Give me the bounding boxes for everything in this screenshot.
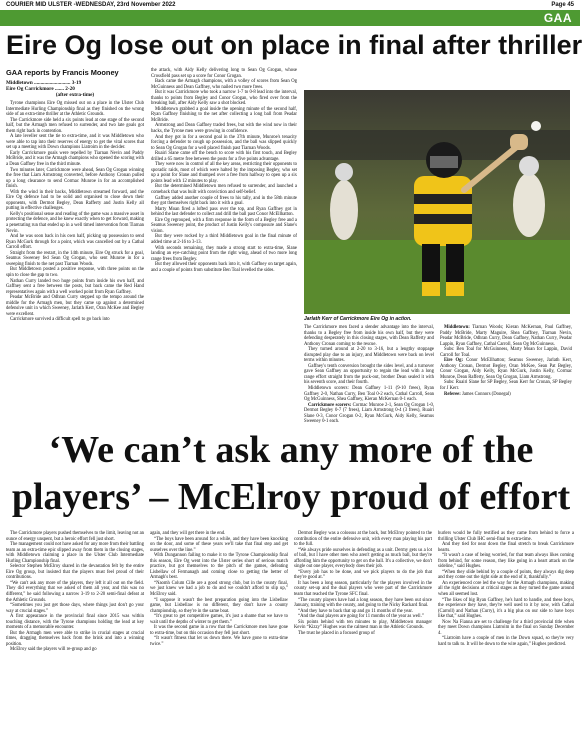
report-paragraph: Ruairi Slane came off the bench to score with his first touch, and Begley drilled a 65 metre free between the posts for a five points advantage. xyxy=(151,151,297,162)
score-line-2: Eire Og Carrickmore ....... 2-20 xyxy=(6,86,75,92)
report-paragraph: Early Carrickmore goals were repelled by Tiarnan Nevin and Paddy McBride, and it was the Armagh champions who opened the scoring with a Dean Gaffney free in the third minute. xyxy=(6,150,144,168)
feature-column-1 xyxy=(6,531,144,733)
report-paragraph: Middletown grabbed a goal inside the opening minute of the second half, Ryan Gaffney finishing to the net after collecting a long ball from Peadar McBride. xyxy=(151,106,297,123)
report-column-4 xyxy=(440,325,572,420)
subs-text: Subs: Ben Toal for McGuinness, Marty Moan for Lappin, David Carroll for Toal. xyxy=(440,347,572,358)
report-paragraph: Eire Og regrouped, with a firm response in the form of a Begley free and a Seamus Sweeney point, the product of Justin Kelly's composure and Slane's vision. xyxy=(151,217,297,234)
report-paragraph: the attack, with Aidy Kelly delivering long to Sean Og Grogan, whose Crossfield pass set up a score for Conor Grogan. xyxy=(151,68,297,79)
report-paragraph: But the determined Middletown men refused to surrender, and launched a comeback that was built with conviction and self-belief. xyxy=(151,184,297,196)
report-column-2 xyxy=(151,68,297,420)
subs-text: Subs: Ruairi Slane for SP Begley, Sean Kerr for Cronan, SP Begley for J Kerr. xyxy=(440,380,572,392)
feature-paragraph: “The boys have been around for a while, and they have been knocking on the door, and some of these years we'll take that final step and get ourselves over the line.” xyxy=(150,536,288,553)
report-paragraph: The Carrickmore men faced a slender advantage into the interval, thanks to a Begley free from inside his own half, but they were defending desperately in this closing stages, with Dean Rafferty and Anthony Cronan coming to the rescue. xyxy=(304,325,434,347)
feature-paragraph: “It's great to get competitive games, it's just a shame that we have to wait until the depths of winter to get them.” xyxy=(150,614,288,625)
section-label: GAA xyxy=(543,11,572,25)
report-paragraph: They turned around at 2-20 to 3-16, but a lengthy stoppage disrupted play due to an injury, and Middletown were back on level terms within minutes. xyxy=(304,347,434,364)
feature-paragraph: “It wasn't fitness that let us down there. We have gone to extra-time twice.” xyxy=(150,636,288,647)
byline: GAA reports by Francis Mooney xyxy=(6,68,119,77)
feature-paragraph: The Carrickmore players pushed themselves to the limit, leaving not an ounce of energy unspent, but a heroic effort fell just short. xyxy=(6,531,144,542)
report-paragraph: And he was soon back in his own half, picking up possession to send Ryan McGurk through for a point, which was cancelled out by a Cathal Carroll effort. xyxy=(6,234,144,251)
team-label-middletown: Middletown: xyxy=(444,325,470,330)
score-line-3: (after extra-time) xyxy=(55,92,95,98)
feature-paragraph: A first appearance in the provincial final since 2015 was within touching distance, with the Tyrone champions holding the lead at key moments of a memorable encounter. xyxy=(6,614,144,631)
feature-paragraph: “And the dual players are going for 11 months of the year as well.” xyxy=(298,614,424,620)
report-paragraph: Gaffney added another couple of frees to his tally, and in the 58th minute they got themselves right back into it with a goal. xyxy=(151,195,297,207)
feature-paragraph: “I suppose it wasn't the best preparation going into the Lisbellaw game, but Lisbellaw is no different, they don't have a county championship, so they're in the same boat. xyxy=(150,597,288,614)
team-label-eire-og: Eire Og: xyxy=(444,358,464,364)
feature-paragraph: McElroy said the players will re-group and go xyxy=(10,647,97,653)
feature-paragraph: But the Armagh men were able to strike in crucial stages at crucial times, dragging themselves back from the brink and into a winning position. xyxy=(6,630,144,647)
feature-paragraph: Now Na Fianna are set to challenge for a third provincial title when they meet Down champions Liatroim in the final on Sunday December 4. xyxy=(438,619,574,636)
feature-paragraph: The management could not have asked for any more from their battling team as an extra-time epic slipped away from them in the closing stages, with Middletown claiming a place in the Ulster Club Intermediate Hurling Championship final. xyxy=(6,542,144,564)
team-list: Tiarnan Woods; Kieran McKernan, Paul Gaffney, Paddy McBride, Marty Maguire, Shea Gaffney, Tiarnan Nevin, Peadar McBride, Odhran Curry, Dean Gaffney, Nathan Curry, Peadar Lappin, Ryan Gaffney, Cathal Carroll, Sean Og McGuinness. xyxy=(440,325,572,347)
feature-paragraph: And they tied for near down the final stretch to break Carrickmore hearts. xyxy=(438,542,574,553)
report-paragraph: Carrickmore survived a difficult spell to go back into xyxy=(10,317,110,323)
feature-paragraph: “The likes of big Ryan Gaffney, he's hard to handle, and these boys, the experience they have, they're well used to it by now, with Cathal (Carroll) and Nathan (Curry), it's a big plus on our side to have boys like that,” said Hughes. xyxy=(438,597,574,620)
feature-paragraph: Selector Stephen McElroy shared in the devastation felt by the entire Eire Og group, but insisted that the players must feel proud of their contributions. xyxy=(6,564,144,581)
report-paragraph: Kelly's positional sense and reading of the game was a massive asset in protecting the defence, and he knew exactly when to get forward, making a penetrating run that ended up in a well timed intervention from Tiarnan Nevin. xyxy=(6,211,144,234)
report-column-1 xyxy=(6,68,144,420)
feature-paragraph: “When they slide behind by a couple of points, they always dig deep and they come out the right side at the end of it, thankfully.” xyxy=(438,569,574,581)
scorers-text: Cormac Munroe 2-1, Sean Og Grogan 1-0, Dermot Begley 0-7 (7 frees), Liam Armstrong 0-4 (3 frees), Ruairi Slane 0-3, Conor Grogan 0-2, Ryan McGurk, Aidy Kelly, Seamus Sweeney 0-1 each. xyxy=(304,402,435,425)
report-paragraph: Nathan Curry landed two huge points from inside his own half, and Gaffney sent a free between the posts, but back came the Red Hand representatives again with a well worked point from Ryan Gaffney. xyxy=(6,278,144,295)
report-paragraph: Tyrone champions Eire Og missed out on a place in the Ulster Club Intermediate Hurling Championship final as they finished on the wrong side of an extra-time thriller at the Athletic Grounds. xyxy=(6,101,144,118)
feature-paragraph: “Liatroim have a couple of men in the Down squad, so they're very hard to talk to. It will be down to the wire again,” Hughes predicted. xyxy=(438,636,574,647)
feature-headline: ‘We can’t ask any more of the players’ – McElroy proud of effort xyxy=(11,429,571,518)
headline: Eire Og lose out on place in final after thriller xyxy=(6,30,582,60)
score-line-1: Middletown ............................ 3-19 xyxy=(6,80,82,86)
feature-paragraph: “We always pride ourselves in defending as a unit. Dermy gets us a lot of ball, but I have other men who aren't getting as much ball, but they're affording him the opportunity to get on the ball. It's a collective, we don't single out one player, everybody does their job. xyxy=(294,547,432,570)
report-paragraph: Middletown scorers: Dean Gaffney 1-11 (9-10 frees), Ryan Gaffney 2-0, Nathan Curry, Ben Toal 0-2 each, Cathal Carroll, Sean Og McGuinness, Shea Gaffney, Kieran McKernan 0-1 each. xyxy=(304,386,434,403)
report-paragraph: Marty Moan fired a lofted pass over the top, and Ryan Gaffney got in behind the last defender to collect and drill the ball past Conor McEllhatton. xyxy=(151,206,297,218)
feature-paragraph: hurlers would be fully testified as they came from behind to force a thrilling Ulster Club IHC semi-final to extra-time. xyxy=(438,531,574,542)
report-paragraph: With seconds remaining, they made a strong start to extra-time, Slane landing an eye-catching point from the right wing, ahead of two more long range frees from Begley. xyxy=(151,245,297,262)
referee-label: Referee: xyxy=(444,391,461,397)
feature-column-4 xyxy=(438,531,574,733)
report-paragraph: They were now in control of all the key areas, restricting their opponents to sporadic raids, most of which were halted by the imposing Begley, who set up a point for Slane and thumped over a free from halfway to open up a six points lead with 12 minutes to play. xyxy=(151,162,297,184)
referee-text: James Connors (Donegal) xyxy=(462,391,511,397)
feature-paragraph: “It wasn't a case of being worried, for that team always likes coming from behind, for some reason, they like going in a heart attack on the sideline,” said Hughes. xyxy=(438,553,574,570)
report-paragraph: And they got in for a second goal in the 37th minute, Munroe's tenacity forcing a defender to cough up possession, and the ball was slipped quickly to Sean Og Grogan for a well placed finish past Tiarnan Woods. xyxy=(151,134,297,151)
feature-paragraph: It has been a long season, particularly for the players involved in the county set-up and the dual players who were part of the Carrickmore team that reached the Tyrone SFC final. xyxy=(294,580,432,598)
photo-caption: Jarlath Kerr of Carrickmore Eire Og in action. xyxy=(304,316,412,322)
masthead-bar xyxy=(0,0,580,9)
feature-paragraph: An experienced core led the way for the Armagh champions, making all the right decisions at critical stages as they turned the game around when all seemed lost. xyxy=(438,580,574,598)
report-paragraph: A late leveller sent the tie to extra-time, and it was Middletown who were able to tap into their reserves of energy to get the vital scores that set up a meeting with Down champions Liatroim in the decider. xyxy=(6,134,144,151)
publication-date: COURIER MID ULSTER -WEDNESDAY, 23rd November 2022 xyxy=(6,1,176,8)
feature-paragraph: It was the second game in a row that the Carrickmore men have gone to extra-time, but on this occasion they fell just short. xyxy=(150,625,288,636)
report-paragraph: But it was Carrickmore who took a narrow 1-7 to 0-8 lead into the interval, thanks to points from Begley and Conor Grogan, who fired over from the breaking ball, after Aidy Kelly saw a shot blocked. xyxy=(151,90,297,107)
report-paragraph: The Carrickmore side held a six points lead at one stage of the second half, but the Armagh men refused to surrender, and two late goals got them right back in contention. xyxy=(6,117,144,134)
feature-column-2 xyxy=(150,531,288,733)
report-paragraph: Armstrong and Dean Gaffney traded frees, but with the wind now in their backs, the Tyrone men were growing in confidence. xyxy=(151,123,297,135)
feature-paragraph: again, and they will get there in the end. xyxy=(150,531,226,536)
report-column-3 xyxy=(304,325,435,425)
feature-paragraph: “Every job has to be done, and we pick players to do the job that they're good at.” xyxy=(294,569,432,581)
team-list: Conor McEllhatton; Seamus Sweeney, Jarlath Kerr, Anthony Cronan, Dermot Begley, Oran McKee, Sean Pat Begley, Conor Grogan, Aidy Kelly, Ryan McGurk, Justin Kelly, Cormac Munroe, Dean Rafferty, Sean Og Grogan, Liam Armstrong. xyxy=(440,358,572,380)
report-paragraph: Gaffney's tenth conversion brought the sides level, and a turnover gave Sean Gaffney an opportunity to regain the lead with a long range effort straight from the puck-out, brother Dean sealed it with his seventh score, and their fourth. xyxy=(304,363,434,386)
hurler-photo-illustration xyxy=(304,90,570,314)
scorers-label: Carrickmore scorers: xyxy=(308,402,352,408)
section-banner xyxy=(0,10,580,26)
feature-column-3 xyxy=(294,531,432,733)
report-paragraph: With the wind in their backs, Middletown streamed forward, and the Eire Og defence had to be solid and organised to close down their opponents, with Dermot Begley, Dean Rafferty and Justin Kelly all putting in effective challenges. xyxy=(6,189,144,212)
feature-paragraph: Dermot Begley was a colossus at the back, but McElroy pointed to the contribution of the entire defensive unit, with every man playing his part to the full. xyxy=(294,531,432,548)
report-paragraph: But Middletown posted a positive response, with three points on the spin to close the gap to two. xyxy=(6,267,144,278)
feature-paragraph: The trust he placed in a focused group of xyxy=(298,630,375,636)
report-paragraph: Back came the Armagh champions, with a volley of scores from Sean Og McGuinness and Dean Gaffney, who nailed two more frees. xyxy=(151,79,297,90)
feature-paragraph: With Dungannon failing to make it to the Tyrone Championship final this season, Eire Og went into the Ulster series short of serious match practice, but got themselves to the pitch of the games, defeating Lisbellaw of Fermanagh and coming close to getting the better of Armagh's best. xyxy=(150,553,288,581)
report-paragraph: Straight from the restart, in the 14th minute, Eire Og struck for a goal, Seamus Sweeney fed Sean Og Grogan, who sent Munroe in for a sweeping finish to the net past Tiarnan Woods. xyxy=(6,250,144,267)
report-paragraph: But they allowed their opponents back into it, with Gaffney on target again, and a couple of points from substitute Ben Toal levelled the sides. xyxy=(151,262,297,273)
report-paragraph: Peadar McBride and Odhran Curry stepped up the tempo around the middle for the Armagh men, but they came up against a determined defensive unit in which Sweeney, Jarlath Kerr, Oran McKee and Begley were excellent. xyxy=(6,295,144,317)
page-number: Page 45 xyxy=(551,1,574,8)
report-paragraph: But they were rocked by a third Middletown goal in the final minute of added time at 2-16 to 3-13. xyxy=(151,234,297,245)
feature-paragraph: “And they have to back that up and go 11 months of the year. xyxy=(298,608,413,614)
feature-paragraph: “Naomh Colum Cille are a good strong club, but in the county final, we just knew we had a job to do and we couldn't afford to slip up,” McElroy said. xyxy=(150,580,288,598)
match-photo xyxy=(304,90,570,314)
feature-paragraph: Six points behind with ten minutes to play, Middletown manager Kevin “Kizzy” Hughes was the calmest man in the Athletic Grounds. xyxy=(294,619,432,631)
feature-paragraph: “Sometimes you just get those days, where things just don't go your way at crucial stages.” xyxy=(6,603,144,614)
report-paragraph: Two minutes later, Carrickmore were ahead, Sean Og Grogan winning the free that Liam Armstrong converted, before Anthony Cronan pulled up a long clearance to send Cormac Munroe in for an accomplished finish. xyxy=(6,167,144,190)
feature-paragraph: “The county players have had a long season, they have been out since January, training with the county, and going to the Nicky Rackard final. xyxy=(294,597,432,609)
feature-paragraph: “We can't ask any more of the players, they left it all out on the field. They did everything that we asked of them all year, and this was no different,” he said following a narrow 3-19 to 2-20 semi-final defeat at the Athletic Grounds. xyxy=(6,580,144,603)
